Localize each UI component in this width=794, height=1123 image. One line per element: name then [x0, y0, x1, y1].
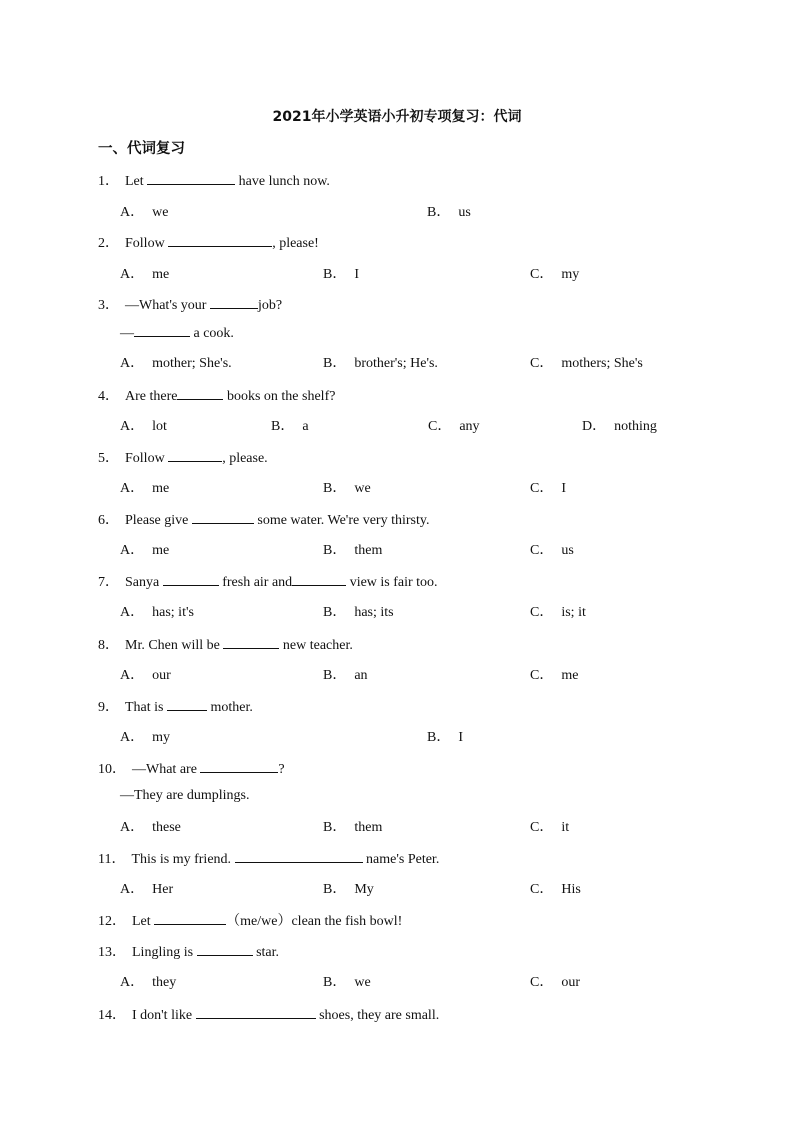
question-5: [98, 447, 268, 467]
answer-blank[interactable]: [167, 698, 207, 711]
option-text: has; it's: [152, 605, 194, 620]
option-letter: A．: [120, 267, 145, 282]
answer-blank[interactable]: [210, 296, 258, 309]
option-letter: C．: [530, 975, 554, 990]
option-c[interactable]: [530, 971, 580, 991]
question-13: [98, 941, 279, 961]
question-text: —What are: [132, 762, 201, 777]
option-letter: B．: [323, 882, 347, 897]
option-letter: C．: [530, 820, 554, 835]
question-number: 5．: [98, 451, 119, 466]
options-row: [0, 726, 794, 744]
option-d[interactable]: [582, 415, 657, 435]
option-text: is; it: [561, 605, 586, 620]
option-b[interactable]: [323, 539, 382, 559]
question-2: [98, 232, 319, 252]
option-letter: A．: [120, 668, 145, 683]
options-row: [0, 415, 794, 433]
option-c[interactable]: [428, 415, 480, 435]
option-text: we: [354, 481, 371, 496]
option-c[interactable]: [530, 352, 643, 372]
options-row: [0, 971, 794, 989]
question-text: —What's your: [125, 298, 210, 313]
question-9: [98, 696, 253, 716]
option-letter: C．: [530, 356, 554, 371]
option-text: mothers; She's: [561, 356, 643, 371]
answer-blank[interactable]: [168, 234, 272, 247]
question-number: 12．: [98, 914, 126, 929]
option-a[interactable]: [120, 201, 168, 221]
option-text: my: [561, 267, 580, 282]
question-text: ?: [278, 762, 285, 777]
option-text: nothing: [614, 419, 657, 434]
option-text: my: [152, 730, 171, 745]
option-letter: A．: [120, 882, 145, 897]
option-text: we: [152, 205, 169, 220]
question-text: star.: [252, 945, 280, 960]
option-text: Her: [152, 882, 174, 897]
question-number: 7．: [98, 575, 119, 590]
question-text: have lunch now.: [235, 174, 330, 189]
question-1: [98, 170, 330, 190]
option-text: I: [561, 481, 567, 496]
answer-blank[interactable]: [200, 760, 278, 773]
question-text: , please.: [222, 451, 268, 466]
option-letter: B．: [323, 820, 347, 835]
option-text: our: [561, 975, 581, 990]
question-number: 4．: [98, 389, 119, 404]
option-c[interactable]: [530, 477, 566, 497]
option-letter: B．: [271, 419, 295, 434]
option-b[interactable]: [323, 664, 368, 684]
question-number: 6．: [98, 513, 119, 528]
question-text: books on the shelf?: [223, 389, 336, 404]
option-letter: A．: [120, 975, 145, 990]
option-letter: B．: [323, 605, 347, 620]
option-text: mother; She's.: [152, 356, 232, 371]
option-b[interactable]: [323, 263, 359, 283]
question-11: [98, 848, 439, 868]
question-text: Let: [125, 174, 148, 189]
question-text: some water. We're very thirsty.: [253, 513, 430, 528]
answer-blank[interactable]: [235, 850, 363, 863]
option-text: we: [354, 975, 371, 990]
option-b[interactable]: [323, 352, 438, 372]
question-text: （me/we）clean the fish bowl!: [226, 914, 403, 929]
option-letter: C．: [428, 419, 452, 434]
answer-blank[interactable]: [196, 1006, 316, 1019]
option-letter: B．: [323, 543, 347, 558]
question-number: 3．: [98, 298, 119, 313]
question-text: new teacher.: [279, 638, 353, 653]
question-number: 11．: [98, 852, 126, 867]
option-text: me: [152, 481, 170, 496]
question-number: 2．: [98, 236, 119, 251]
options-row: [0, 352, 794, 370]
option-letter: A．: [120, 730, 145, 745]
question-7: [98, 571, 438, 591]
question-8: [98, 634, 353, 654]
option-text: brother's; He's.: [354, 356, 438, 371]
options-row: [0, 201, 794, 219]
question-text: mother.: [207, 700, 253, 715]
option-a[interactable]: [120, 415, 167, 435]
question-12: [98, 910, 402, 930]
option-b[interactable]: [427, 726, 463, 746]
answer-blank[interactable]: [223, 636, 279, 649]
question-3-line2: [120, 324, 234, 342]
question-text: Mr. Chen will be: [125, 638, 224, 653]
option-letter: B．: [427, 205, 451, 220]
option-letter: A．: [120, 205, 145, 220]
option-letter: B．: [323, 668, 347, 683]
options-row: [0, 539, 794, 557]
question-number: 10．: [98, 762, 126, 777]
option-text: His: [561, 882, 581, 897]
option-letter: C．: [530, 605, 554, 620]
option-letter: C．: [530, 481, 554, 496]
option-c[interactable]: [530, 664, 578, 684]
question-10: [98, 758, 285, 778]
option-b[interactable]: [323, 601, 394, 621]
options-row: [0, 664, 794, 682]
option-letter: A．: [120, 419, 145, 434]
option-letter: B．: [323, 481, 347, 496]
option-text: it: [561, 820, 570, 835]
option-text: them: [354, 820, 383, 835]
answer-blank[interactable]: [292, 573, 346, 586]
question-text: Follow: [125, 451, 169, 466]
question-text: —They are dumplings.: [120, 788, 250, 803]
question-text: Please give: [125, 513, 192, 528]
option-b[interactable]: [323, 971, 371, 991]
question-text: Let: [132, 914, 155, 929]
option-b[interactable]: [323, 878, 374, 898]
answer-blank[interactable]: [168, 449, 222, 462]
option-letter: C．: [530, 543, 554, 558]
option-text: any: [459, 419, 480, 434]
question-number: 1．: [98, 174, 119, 189]
question-text: Sanya: [125, 575, 163, 590]
question-text: job?: [257, 298, 283, 313]
option-text: lot: [152, 419, 167, 434]
question-6: [98, 509, 429, 529]
option-letter: A．: [120, 543, 145, 558]
option-text: these: [152, 820, 181, 835]
option-a[interactable]: [120, 539, 169, 559]
option-text: me: [561, 668, 579, 683]
answer-blank[interactable]: [163, 573, 219, 586]
question-4: [98, 385, 335, 405]
option-letter: B．: [323, 267, 347, 282]
section-heading: 一、代词复习: [98, 141, 185, 157]
page-title: 2021年小学英语小升初专项复习：代词: [272, 109, 522, 125]
options-row: [0, 878, 794, 896]
option-letter: C．: [530, 668, 554, 683]
option-c[interactable]: [530, 263, 579, 283]
answer-blank[interactable]: [197, 943, 253, 956]
option-letter: B．: [427, 730, 451, 745]
option-text: them: [354, 543, 383, 558]
option-letter: A．: [120, 605, 145, 620]
question-number: 9．: [98, 700, 119, 715]
answer-blank[interactable]: [177, 387, 223, 400]
answer-blank[interactable]: [192, 511, 254, 524]
option-text: an: [354, 668, 368, 683]
option-text: My: [354, 882, 374, 897]
question-text: —: [120, 326, 134, 341]
question-3: [98, 294, 282, 314]
question-number: 13．: [98, 945, 126, 960]
option-text: us: [561, 543, 574, 558]
option-a[interactable]: [120, 477, 169, 497]
question-text: a cook.: [190, 326, 234, 341]
option-text: our: [152, 668, 171, 683]
question-number: 14．: [98, 1008, 126, 1023]
option-text: I: [354, 267, 360, 282]
options-row: [0, 816, 794, 834]
option-letter: D．: [582, 419, 607, 434]
option-a[interactable]: [120, 971, 176, 991]
option-a[interactable]: [120, 726, 170, 746]
question-text: That is: [125, 700, 167, 715]
option-c[interactable]: [530, 601, 586, 621]
question-text: shoes, they are small.: [315, 1008, 440, 1023]
answer-blank[interactable]: [147, 172, 235, 185]
question-text: , please!: [272, 236, 319, 251]
question-14: [98, 1004, 439, 1024]
option-b[interactable]: [427, 201, 471, 221]
option-letter: B．: [323, 356, 347, 371]
options-row: [0, 601, 794, 619]
option-a[interactable]: [120, 664, 171, 684]
question-text: I don't like: [132, 1008, 196, 1023]
option-letter: A．: [120, 481, 145, 496]
answer-blank[interactable]: [154, 912, 226, 925]
option-a[interactable]: [120, 878, 173, 898]
answer-blank[interactable]: [134, 324, 190, 337]
option-text: us: [458, 205, 471, 220]
option-a[interactable]: [120, 263, 169, 283]
option-c[interactable]: [530, 878, 581, 898]
option-c[interactable]: [530, 816, 569, 836]
option-letter: C．: [530, 882, 554, 897]
option-text: I: [458, 730, 464, 745]
option-a[interactable]: [120, 601, 194, 621]
options-row: [0, 477, 794, 495]
question-text: Lingling is: [132, 945, 197, 960]
option-letter: C．: [530, 267, 554, 282]
question-text: Are there: [125, 389, 178, 404]
option-a[interactable]: [120, 352, 232, 372]
question-10-line2: [120, 788, 249, 804]
question-number: 8．: [98, 638, 119, 653]
option-b[interactable]: [323, 477, 371, 497]
option-letter: A．: [120, 820, 145, 835]
option-text: a: [302, 419, 309, 434]
option-b[interactable]: [271, 415, 309, 435]
option-text: me: [152, 543, 170, 558]
question-text: name's Peter.: [362, 852, 440, 867]
option-letter: A．: [120, 356, 145, 371]
option-text: they: [152, 975, 177, 990]
question-text: This is my friend.: [131, 852, 235, 867]
option-a[interactable]: [120, 816, 181, 836]
option-letter: B．: [323, 975, 347, 990]
question-text: Follow: [125, 236, 169, 251]
option-c[interactable]: [530, 539, 574, 559]
question-text: view is fair too.: [346, 575, 438, 590]
option-b[interactable]: [323, 816, 382, 836]
option-text: me: [152, 267, 170, 282]
options-row: [0, 263, 794, 281]
question-text: fresh air and: [218, 575, 293, 590]
option-text: has; its: [354, 605, 394, 620]
